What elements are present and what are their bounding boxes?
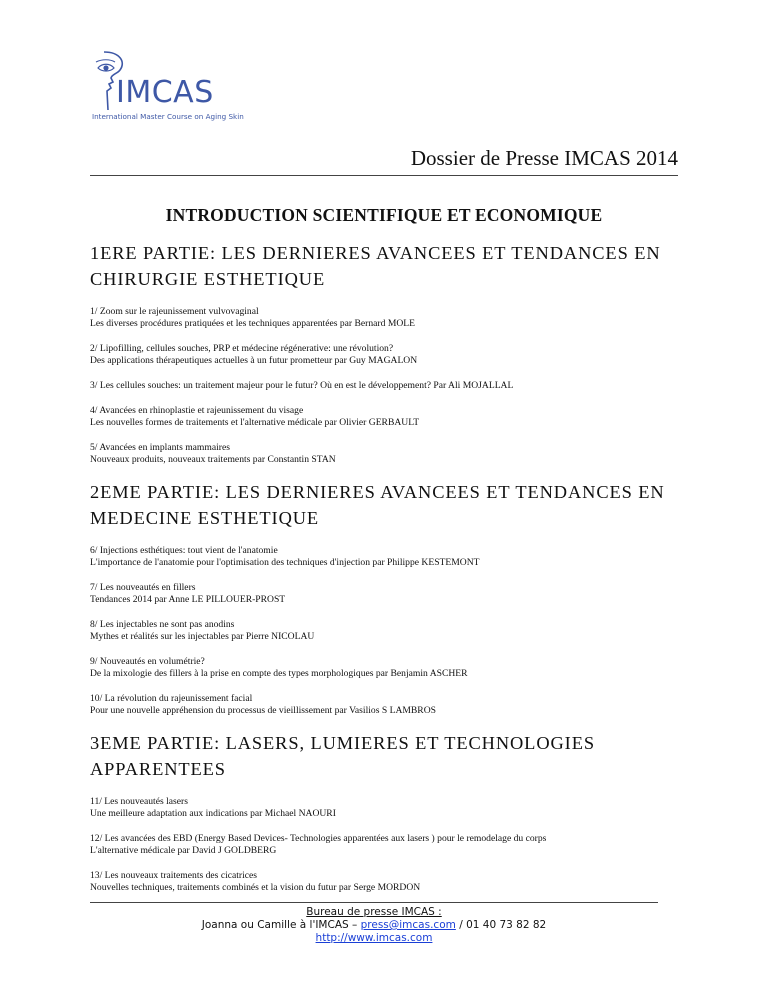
list-item: [90, 442, 678, 466]
title-divider: [90, 175, 678, 176]
item-title: 5/ Avancées en implants mammaires: [90, 442, 230, 453]
list-item: [90, 405, 678, 429]
item-title: 2/ Lipofilling, cellules souches, PRP et médecine régénerative: une révolution?: [90, 343, 394, 354]
item-title: 4/ Avancées en rhinoplastie et rajeunissement du visage: [90, 405, 304, 416]
item-title: 10/ La révolution du rajeunissement facial: [90, 693, 253, 704]
phone-number: / 01 40 73 82 82: [455, 919, 547, 931]
part-1: [90, 240, 678, 466]
contact-line: [90, 919, 658, 932]
footer-divider: [90, 902, 658, 903]
document-title: Dossier de Presse IMCAS 2014: [410, 146, 678, 170]
item-title: 3/ Les cellules souches: un traitement majeur pour le futur? Où en est le développement? Par Ali MOJALLAL: [90, 380, 514, 391]
logo-tagline: International Master Course on Aging Skin: [92, 112, 244, 121]
contact-prefix: Joanna ou Camille à l'IMCAS –: [201, 919, 361, 931]
item-title: 9/ Nouveautés en volumétrie?: [90, 656, 205, 667]
item-subtitle: Les nouvelles formes de traitements et l'alternative médicale par Olivier GERBAULT: [90, 417, 420, 428]
part-title: 3EME PARTIE: LASERS, LUMIERES ET TECHNOLOGIES APPARENTEES: [90, 733, 595, 779]
part-title: 2EME PARTIE: LES DERNIERES AVANCEES ET TENDANCES EN MEDECINE ESTHETIQUE: [90, 482, 665, 528]
press-office-label: Bureau de presse IMCAS :: [306, 906, 442, 918]
item-title: 11/ Les nouveautés lasers: [90, 796, 188, 807]
imcas-logo: [90, 48, 260, 121]
intro-title: INTRODUCTION SCIENTIFIQUE ET ECONOMIQUE: [165, 205, 603, 225]
item-subtitle: L'alternative médicale par David J GOLDBERG: [90, 845, 277, 856]
list-item: [90, 582, 678, 606]
list-item: [90, 343, 678, 367]
list-item: [90, 545, 678, 569]
document-body: [90, 205, 678, 907]
logo-wordmark: IMCAS: [116, 75, 214, 110]
part-title: 1ERE PARTIE: LES DERNIERES AVANCEES ET TENDANCES EN CHIRURGIE ESTHETIQUE: [90, 243, 661, 289]
item-subtitle: Tendances 2014 par Anne LE PILLOUER-PROST: [90, 594, 286, 605]
list-item: [90, 833, 678, 857]
list-item: [90, 306, 678, 330]
footer: [90, 906, 658, 945]
item-title: 1/ Zoom sur le rajeunissement vulvovaginal: [90, 306, 259, 317]
list-item: [90, 693, 678, 717]
list-item: [90, 380, 678, 392]
item-title: 6/ Injections esthétiques: tout vient de l'anatomie: [90, 545, 278, 556]
item-title: 8/ Les injectables ne sont pas anodins: [90, 619, 235, 630]
item-title: 13/ Les nouveaux traitements des cicatrices: [90, 870, 258, 881]
item-subtitle: Une meilleure adaptation aux indications par Michael NAOURI: [90, 808, 336, 819]
list-item: [90, 619, 678, 643]
website-link[interactable]: http://www.imcas.com: [315, 932, 433, 944]
list-item: [90, 656, 678, 680]
list-item: [90, 870, 678, 894]
item-subtitle: Des applications thérapeutiques actuelles à un futur prometteur par Guy MAGALON: [90, 355, 418, 366]
item-subtitle: Nouveaux produits, nouveaux traitements par Constantin STAN: [90, 454, 336, 465]
item-subtitle: Pour une nouvelle appréhension du processus de vieillissement par Vasilios S LAMBROS: [90, 705, 436, 716]
item-subtitle: L'importance de l'anatomie pour l'optimisation des techniques d'injection par Philippe KESTEMONT: [90, 557, 480, 568]
item-subtitle: De la mixologie des fillers à la prise en compte des types morphologiques par Benjamin ASCHER: [90, 668, 468, 679]
item-subtitle: Nouvelles techniques, traitements combinés et la vision du futur par Serge MORDON: [90, 882, 421, 893]
item-subtitle: Mythes et réalités sur les injectables par Pierre NICOLAU: [90, 631, 315, 642]
item-title: 7/ Les nouveautés en fillers: [90, 582, 196, 593]
item-subtitle: Les diverses procédures pratiquées et les techniques apparentées par Bernard MOLE: [90, 318, 415, 329]
list-item: [90, 796, 678, 820]
part-3: [90, 730, 678, 894]
email-link[interactable]: press@imcas.com: [360, 919, 456, 931]
item-title: 12/ Les avancées des EBD (Energy Based Devices- Technologies apparentées aux lasers ) pour le remodelage du corps: [90, 833, 547, 844]
part-2: [90, 479, 678, 717]
